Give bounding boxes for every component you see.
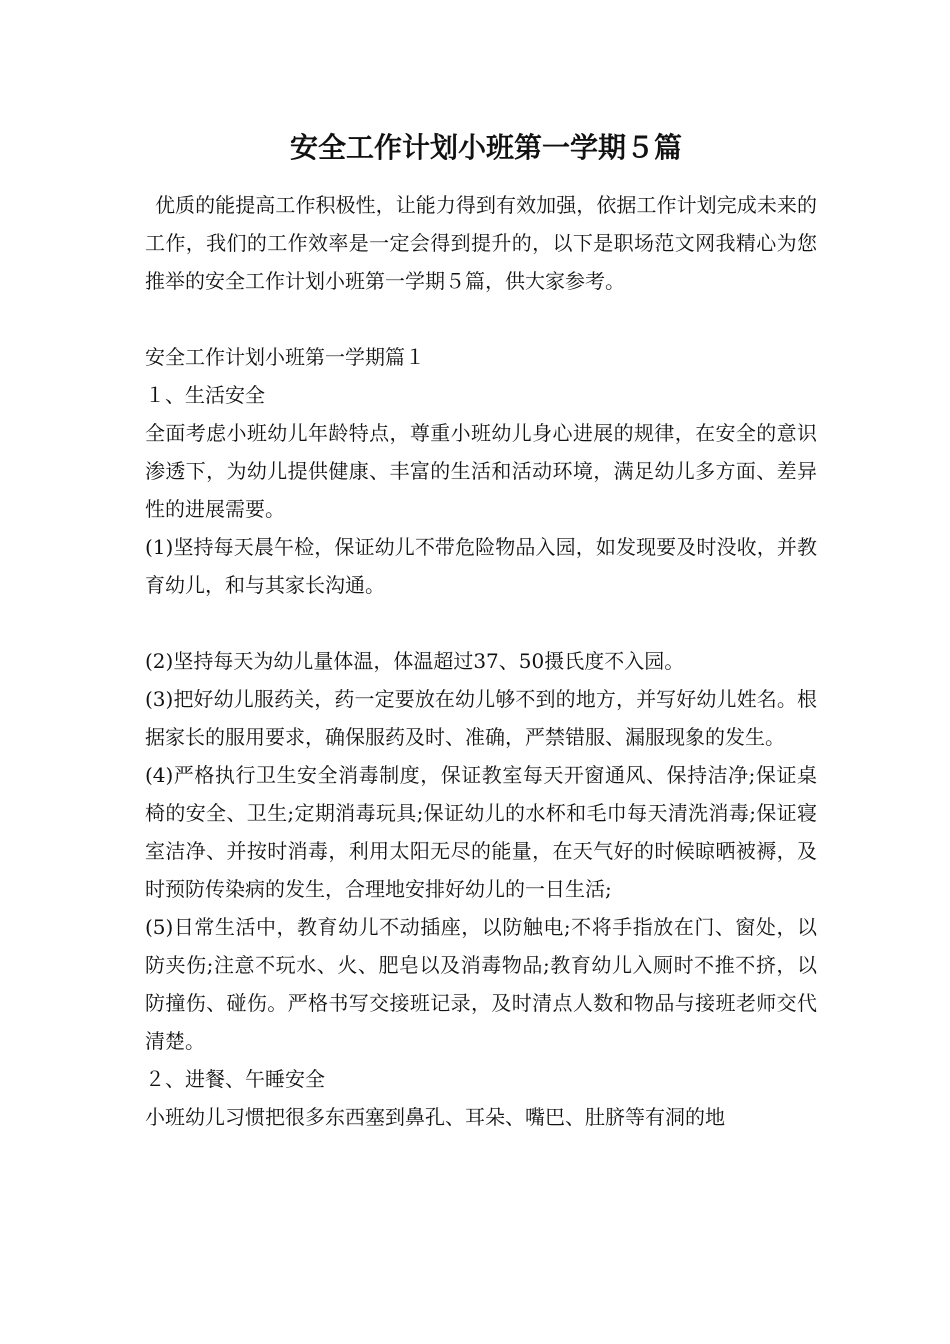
list-item-3: (3)把好幼儿服药关，药一定要放在幼儿够不到的地方，并写好幼儿姓名。根据家长的服用要求，确保服药及时、准确，严禁错服、漏服现象的发生。 [145,687,817,749]
list-item-4: (4)严格执行卫生安全消毒制度，保证教室每天开窗通风、保持洁净;保证桌椅的安全、卫生;定期消毒玩具;保证幼儿的水杯和毛巾每天清洗消毒;保证寝室洁净、并按时消毒，利用太阳无尽的能量，在天气好的时候晾晒被褥，及时预防传染病的发生，合理地安排好幼儿的一日生活; [145,763,817,901]
document-title: 安全工作计划小班第一学期５篇 [289,131,682,164]
intro-paragraph: 优质的能提高工作积极性，让能力得到有效加强，依据工作计划完成未来的工作，我们的工作效率是一定会得到提升的，以下是职场范文网我精心为您推举的安全工作计划小班第一学期５篇，供大家参考。 [145,193,817,293]
section-heading: 安全工作计划小班第一学期篇１ [145,345,425,369]
paragraph-gap [145,300,817,338]
paragraph-gap [145,604,817,642]
body-paragraph-2: 小班幼儿习惯把很多东西塞到鼻孔、耳朵、嘴巴、肚脐等有洞的地 [145,1105,725,1129]
subheading-meal-nap-safety: ２、进餐、午睡安全 [145,1067,325,1091]
subheading-life-safety: １、生活安全 [145,383,265,407]
body-paragraph: 全面考虑小班幼儿年龄特点，尊重小班幼儿身心进展的规律，在安全的意识渗透下，为幼儿提供健康、丰富的生活和活动环境，满足幼儿多方面、差异性的进展需要。 [145,421,817,521]
list-item-1: (1)坚持每天晨午检，保证幼儿不带危险物品入园，如发现要及时没收，并教育幼儿，和与其家长沟通。 [145,535,817,597]
list-item-5: (5)日常生活中，教育幼儿不动插座，以防触电;不将手指放在门、窗处，以防夹伤;注意不玩水、火、肥皂以及消毒物品;教育幼儿入厕时不推不挤，以防撞伤、碰伤。严格书写交接班记录，及时清点人数和物品与接班老师交代清楚。 [145,915,817,1053]
list-item-2: (2)坚持每天为幼儿量体温，体温超过37、50摄氏度不入园。 [145,649,685,673]
